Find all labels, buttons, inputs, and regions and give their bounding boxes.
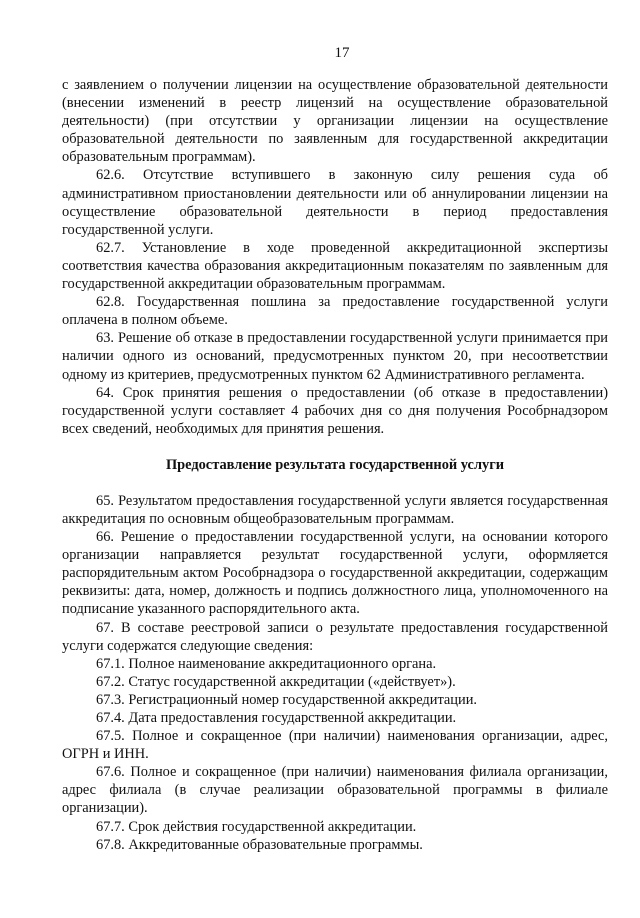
paragraph-67: 67. В составе реестровой записи о результате предоставления государственной услуги содержатся следующие сведения: bbox=[62, 619, 608, 654]
paragraph-62-8: 62.8. Государственная пошлина за предоставление государственной услуги оплачена в полном объеме. bbox=[62, 294, 608, 329]
paragraph-67-2: 67.2. Статус государственной аккредитации («действует»). bbox=[96, 673, 456, 690]
paragraph-63: 63. Решение об отказе в предоставлении государственной услуги принимается при наличии одного из оснований, предусмотренных пунктом 20, при несоответствии одному из критериев, предусмотренных пунктом 62 Административного регламента. bbox=[62, 330, 608, 383]
paragraph-62-7: 62.7. Установление в ходе проведенной аккредитационной экспертизы соответствия качества образования аккредитационным показателям по заявленным для государственной аккредитации образовательным программам. bbox=[62, 239, 608, 293]
document-page bbox=[62, 44, 608, 854]
paragraph-67-8: 67.8. Аккредитованные образовательные программы. bbox=[96, 836, 423, 853]
paragraph-67-7: 67.7. Срок действия государственной аккредитации. bbox=[96, 818, 417, 835]
section-heading: Предоставление результата государственной услуги bbox=[165, 456, 505, 473]
paragraph-continuation: с заявлением о получении лицензии на осуществление образовательной деятельности (внесении изменений в реестр лицензий на осуществление образовательной деятельности) (при отсутствии у организации лицензии на осуществление образовательной деятельности по заявленным для государственной аккредитации образовательным программам). bbox=[62, 77, 608, 166]
paragraph-67-4: 67.4. Дата предоставления государственной аккредитации. bbox=[96, 710, 457, 726]
paragraph-64: 64. Срок принятия решения о предоставлении (об отказе в предоставлении) государственной услуги составляет 4 рабочих дня со дня получения Рособрнадзором всех сведений, необходимых для принятия решения. bbox=[62, 384, 608, 437]
paragraph-67-1: 67.1. Полное наименование аккредитационного органа. bbox=[96, 655, 437, 672]
page-number: 17 bbox=[334, 45, 350, 61]
paragraph-67-5: 67.5. Полное и сокращенное (при наличии) наименования организации, адрес, ОГРН и ИНН. bbox=[62, 728, 608, 763]
paragraph-67-6: 67.6. Полное и сокращенное (при наличии) наименования филиала организации, адрес филиала (в случае реализации образовательной программы в филиале организации). bbox=[62, 764, 608, 817]
paragraph-66: 66. Решение о предоставлении государственной услуги, на основании которого организации направляется результат государственной услуги, оформляется распорядительным актом Рособрнадзора о государственной аккредитации, содержащим реквизиты: дата, номер, должность и подпись должностного лица, уполномоченного на подписание указанного распорядительного акта. bbox=[62, 529, 608, 618]
paragraph-62-6: 62.6. Отсутствие вступившего в законную силу решения суда об административном приостановлении деятельности или об аннулировании лицензии на осуществление образовательной деятельности в период предоставления государственной услуги. bbox=[62, 167, 608, 238]
paragraph-65: 65. Результатом предоставления государственной услуги является государственная аккредитация по основным общеобразовательным программам. bbox=[62, 492, 608, 527]
paragraph-67-3: 67.3. Регистрационный номер государственной аккредитации. bbox=[96, 691, 477, 708]
